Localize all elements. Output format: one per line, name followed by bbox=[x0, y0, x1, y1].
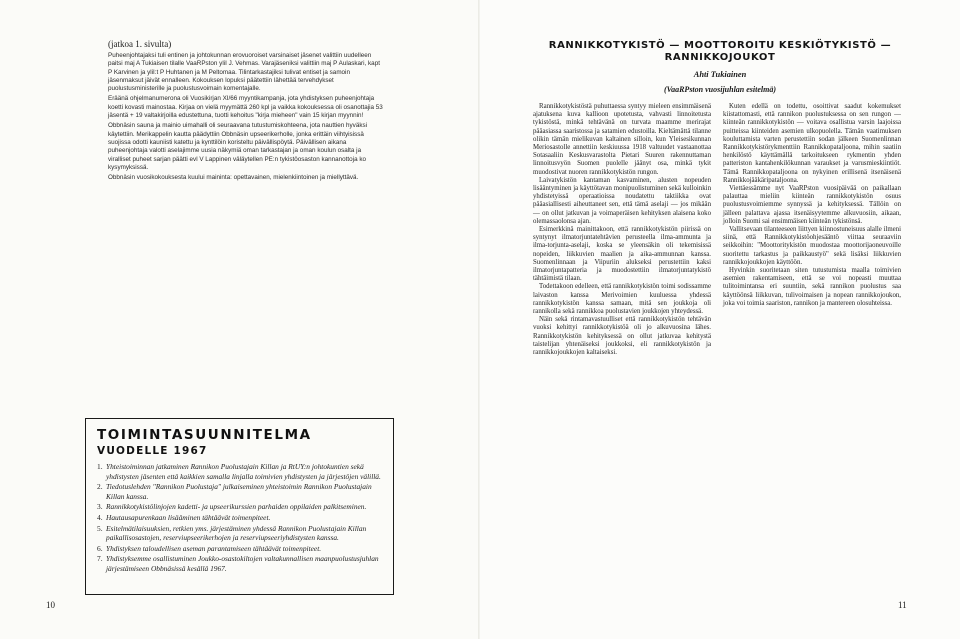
paragraph: Kuten edellä on todettu, osoittivat saadut kokemukset kiistattomasti, että rannikon puolustuksessa on sen rungon — kiinteän rannikkotykistön — voitava osallistua varsin laajoissa puitteissa kiinteiden asemien ulkopuolella. Tämän vaatimuksen kouluttamista varten perustettiin sodan jälkeen Suomenlinnan Rannikkotykistörykmenttiin Rannikkopataljoona, mihin saatiin henkilöstö käyttämällä tarkoitukseen rykmentin yhden patteriston kantahenkilökunnan varaukset ja varusmieskiintiöt. Tämä Rannikkopataljoona on nykyinen erillisenä itsenäisenä Rannikkojääkäripataljoona. bbox=[723, 103, 901, 184]
paragraph: Rannikkotykistöstä puhuttaessa syntyy mieleen ensimmäisenä ajatuksena kuva kallioon upotetusta, vahvasti linnoitetusta tykistöstä, minkä tehtävänä on turvata maamme merirajat pääasiassa saaristossa ja satamien edustoilla. Kieltämättä tilanne olikin tämän mielikuvan kaltainen silloin, kun Yleisesikunnan Meriosastolle annettiin keskiuussa 1918 valtuudet vastaanottaa Sotasaaliin Keskusvarastolta Pietari Suuren rakennuttaman linnoitusvyön Suomen puolelle jäänyt osa, minkä tykit muodostivat nuoren rannikkotykistön rungon. bbox=[533, 103, 711, 176]
action-plan-title-line2: VUODELLE 1967 bbox=[97, 445, 208, 457]
paragraph: Obbnäsin vuosikokouksesta kuului maininta: opettavainen, mielenkiintoinen ja miellyttävä. bbox=[108, 174, 359, 182]
list-item: 4. Hautausapurenkaan lisääminen tähtäävät toimenpiteet. bbox=[97, 512, 271, 522]
paragraph: Eräänä ohjelmanumerona oli Vuosikirjan XI/66 myyntikampanja, jota yhdistyksen puheenjohtaja koetti kovasti mainostaa. Kirjaa on vielä myymättä 260 kpl ja vaikka kokouksessa oli osanottajia 53 jäsentä + 19 valtakirjoilla edustettuna, tuotti kehoitus "kirja mieheen" vain 15 kirjan myynnin! bbox=[108, 95, 383, 120]
paragraph: Todettakoon edelleen, että rannikkotykistön toimi sodissamme laivaston kanssa Merivoimien kuuluessa yhdessä rannikkotykistön kanssa samaan, mitä sen joukkoja oli rannikolla sekä rannikkoa puolustavien joukkojen yhteydessä. bbox=[533, 283, 711, 316]
paragraph: Esimerkkinä mainittakoon, että rannikkotykistön piirissä on syntynyt ilmatorjuntatehtävien perusteella ilma-ammunta ja ilma-torjunta-aselaji, koska se yleensäkin oli tekemisissä nopeiden, liikkuvien maalien ja aika-ammunnan kanssa. Suomenlinnaan ja Viipuriin alukseksi perustettiin kaksi ilmatorjuntapatteria ja muodostettiin ilmatorjuntatykistö tähtäimistä tilaan. bbox=[533, 226, 711, 283]
list-item: 3. Rannikkotykistölinjojen kadetti- ja upseerikurssien parhaiden oppilaiden palkitseminen. bbox=[97, 502, 367, 512]
page-number-left: 10 bbox=[46, 600, 55, 610]
continuation-text bbox=[108, 52, 385, 184]
list-item: 5. Esitelmätilaisuuksien, retkien yms. järjestäminen yhdessä Rannikon Puolustajain Killan paikallisosastojen, reserviupseerikerhojen ja reserviupseeriyhdistysten kanssa. bbox=[97, 523, 367, 543]
list-item: 2. Tiedotuslehden "Rannikon Puolustaja" julkaiseminen yhteistoimin Rannikon Puolustajain Killan kanssa. bbox=[97, 482, 372, 501]
list-item: 6. Yhdistyksen taloudellisen aseman parantamiseen tähtäävät toimenpiteet. bbox=[97, 543, 322, 553]
paragraph: Viettäessämme nyt VaaRPston vuosipäivää on paikallaan palauttaa mieliin kiinteän rannikkotykistön osuus puolustusvoimiemme synnyssä ja kehityksessä. Tällöin on jälleen palattava ajassa itsenäisyytemme alkuvuosiin, aikaan, jolloin Suomi sai ensimmäisen kiinteän tykistönsä. bbox=[723, 185, 901, 225]
paragraph: Hyvinkin suoritetaan siten tutustumista maalla toimivien asemien rakentamiseen, että se voi nopeasti muuttaa tulitoimintansa eri suuntiin, sekä rannikon puolustus saa käyttöönsä liikkuvan, tulivoimaisen ja nopean rannikkojoukon, joka voi toimia saariston, rannikon ja mantereen olosuhteissa. bbox=[723, 267, 901, 307]
source-note: (VaaRPston vuosijuhlan esitelmä) bbox=[663, 85, 777, 94]
list-item: 1. Yhteistoiminnan jatkaminen Rannikon Puolustajain Killan ja RtUY:n johtokuntien sekä yhdistysten jäsenten että kaikkien samalla linjalla toimivien yhdistysten ja järjestöjen välillä. bbox=[97, 462, 381, 481]
article-column-1 bbox=[533, 103, 711, 357]
action-plan-title bbox=[97, 427, 382, 459]
author-byline: Ahti Tukiainen bbox=[693, 70, 747, 79]
paragraph: Obbnäsin sauna ja mainio uimahalli oli seuraavana tutustumiskohteena, jota nauttien hyväksi käytettiin. Merikappelin kautta päädyttiin Obbnäsin upseerikerholle, jonka erittäin viihtyisissä suojissa odotti kauniisti katettu ja kynttilöin koristeltu päivällispöytä. Päivällisen aikana puheenjohtaja valotti aselajimme uusia näkymiä oman tarkastajan ja oman koulun osalta ja viralliset puheet sarjan päätti evl V Lappinen väläytellen PE:n tykistöosaston kannanottoja ko kysymyksissä. bbox=[108, 122, 368, 171]
article-column-2 bbox=[723, 103, 901, 308]
paragraph: Laivatykistön kantaman kasvaminen, alusten nopeuden lisääntyminen ja käyttötavan monipuolistuminen sekä kulloinkin yhdistetyissä operaatioissa noudatettu taktiikka ovat pääasiallisesti aiheuttaneet sen, että tämä aselaji — jos mikään — on ollut jatkuvan ja voimaperäisen kehityksen alaisena koko olemassaolonsa ajan. bbox=[533, 176, 711, 225]
article-title: RANNIKKOTYKISTÖ — MOOTTOROITU KESKIÖTYKISTÖ — RANNIKKOJOUKOT bbox=[548, 40, 892, 63]
continuation-label: (jatkoa 1. sivulta) bbox=[108, 39, 172, 49]
paragraph: Puheenjohtajaksi tuli entinen ja johtokunnan erovuoroiset varsinaiset jäsenet valittiin uudelleen paitsi maj A Tukiaisen tilalle VaaRPston yliI J. Vehmas. Varajäseniksi valittiin maj P Aulaskari, kapt P Karvinen ja yliI:t P Huhtanen ja M Peltomaa. Tilintarkastajiksi tulivat entiset ja samoin jäsenmaksut jäivät ennalleen. Kokouksen lopuksi päätettiin lähettää tervehdykset puolustusministerille ja puolustusvoimain komentajalle. bbox=[108, 52, 380, 93]
list-item: 7. Yhdistyksemme osallistuminen Joukko-osastokiltojen valtakunnallisen maanpuolustusjuhlan järjestämiseen Obbnäsissä kesällä 1967. bbox=[97, 554, 379, 573]
action-plan-title-line1: TOIMINTASUUNNITELMA bbox=[97, 427, 312, 443]
paragraph: Näin sekä rintamavastuulliset että rannikkotykistön tehtävän vuoksi kehittyi rannikkotykistöä oli jo alkuvuosina lähes. Rannikkotykistön kehityksessä on ollut jatkuvaa kehitystä taistelijan yhtenäiseksi joukkoksi, eli rannikkotykistön ja rannikkojoukkojen kaltaiseksi. bbox=[533, 316, 711, 357]
page-number-right: 11 bbox=[898, 600, 907, 610]
paragraph: Vallitsevaan tilanteeseen liittyen kiinnostuneisuus alalle ilmeni siinä, että Rannikkotykistöohjesääntö viittaa seuraaviin seikkoihin: "Moottoritykistön muodostaa moottorijaoneuvoille suoritettu tarkastus ja paikkaustyö" sekä lisäksi liikkuvien rannikkojoukkojen käyttöön. bbox=[723, 226, 902, 266]
action-plan-list bbox=[97, 462, 387, 575]
